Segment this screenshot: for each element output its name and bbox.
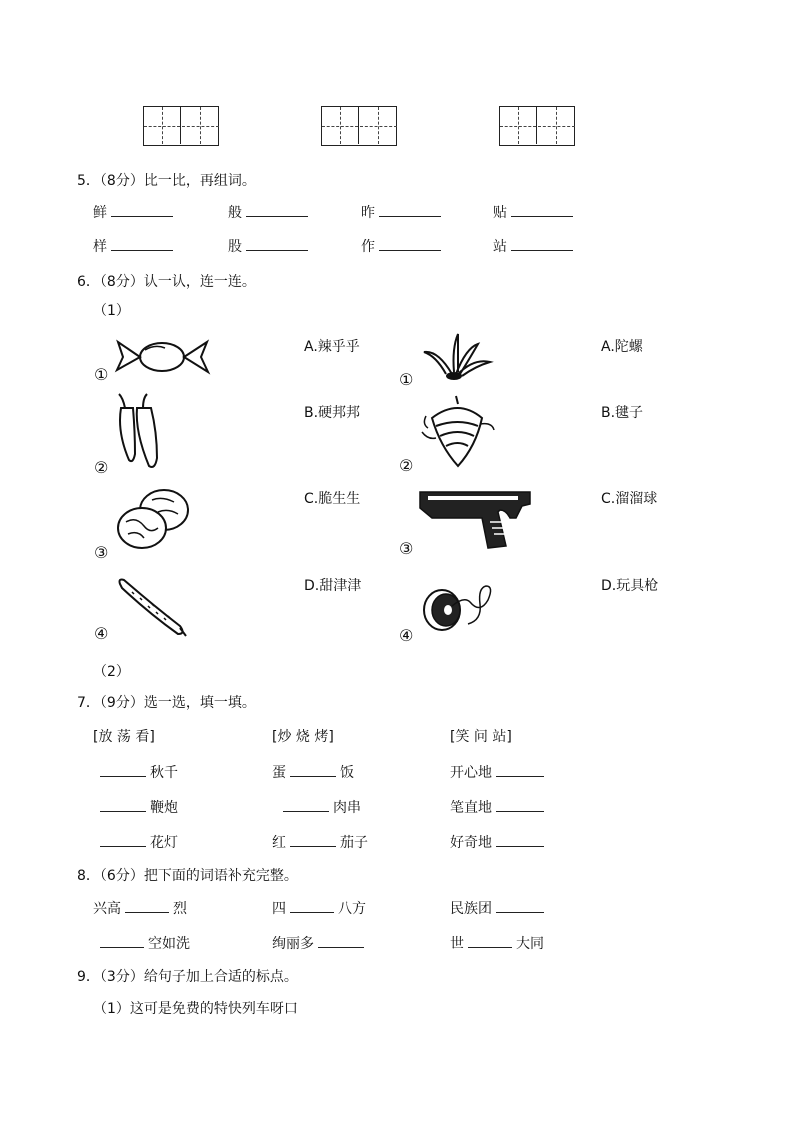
q7-c3-item-1: 开心地 (450, 762, 548, 782)
q5-item-6: 股 (228, 236, 312, 256)
answer-blank[interactable] (100, 810, 146, 812)
right-option-a[interactable]: A.陀螺 (601, 339, 643, 355)
q5-item-8: 站 (493, 236, 577, 256)
q7-c2-item-1: 蛋 饭 (272, 765, 354, 781)
q6-part-2-label: （2） (93, 664, 130, 680)
q8-r2-item-2: 绚丽多 (272, 933, 368, 953)
marker-1: ① (94, 365, 109, 384)
q5-item-3: 昨 (361, 202, 445, 222)
answer-blank[interactable] (496, 810, 544, 812)
answer-blank[interactable] (379, 249, 441, 251)
left-option-d[interactable]: D.甜津津 (304, 578, 362, 594)
right-option-c[interactable]: C.溜溜球 (601, 491, 658, 507)
left-option-b[interactable]: B.硬邦邦 (304, 405, 361, 421)
spinning-top-icon (418, 392, 498, 472)
walnut-icon (114, 486, 194, 552)
q7-group-3: [笑 问 站] (450, 729, 512, 745)
q7-c1-item-2: 鞭炮 (100, 797, 178, 817)
answer-blank[interactable] (283, 810, 329, 812)
q5-item-4: 贴 (493, 202, 577, 222)
answer-blank[interactable] (100, 845, 146, 847)
marker-3: ③ (399, 539, 414, 558)
answer-blank[interactable] (290, 845, 336, 847)
marker-1: ① (399, 370, 414, 389)
q7-group-2: [炒 烧 烤] (272, 729, 334, 745)
answer-blank[interactable] (290, 775, 336, 777)
q7-c3-item-3: 好奇地 (450, 832, 548, 852)
answer-blank[interactable] (468, 946, 512, 948)
marker-4: ④ (94, 624, 109, 643)
q8-r1-item-1: 兴高 烈 (93, 901, 187, 917)
toy-gun-icon (418, 488, 536, 552)
answer-blank[interactable] (511, 249, 573, 251)
marker-2: ② (94, 458, 109, 477)
writing-grid-3[interactable] (499, 106, 575, 146)
q7-c1-item-1: 秋千 (100, 762, 178, 782)
question-8-header: 8．（6分）把下面的词语补充完整。 (77, 868, 298, 884)
q5-item-7: 作 (361, 236, 445, 256)
right-option-d[interactable]: D.玩具枪 (601, 578, 659, 594)
q7-group-1: [放 荡 看] (93, 729, 155, 745)
marker-2: ② (399, 456, 414, 475)
answer-blank[interactable] (100, 946, 144, 948)
q7-c3-item-2: 笔直地 (450, 797, 548, 817)
q8-r1-item-2: 四 八方 (272, 901, 366, 917)
answer-blank[interactable] (290, 911, 334, 913)
q5-item-2: 般 (228, 202, 312, 222)
q5-item-1: 鲜 (93, 202, 177, 222)
question-5-header: 5．（8分）比一比，再组词。 (77, 173, 256, 189)
q5-item-5: 样 (93, 236, 177, 256)
writing-grid-2[interactable] (321, 106, 397, 146)
answer-blank[interactable] (125, 911, 169, 913)
yoyo-icon (418, 580, 498, 638)
left-option-a[interactable]: A.辣乎乎 (304, 339, 360, 355)
q7-c2-item-3: 红 茄子 (272, 835, 368, 851)
answer-blank[interactable] (246, 215, 308, 217)
answer-blank[interactable] (496, 911, 544, 913)
answer-blank[interactable] (246, 249, 308, 251)
q8-r2-item-1: 空如洗 (100, 933, 190, 953)
q8-r1-item-3: 民族团 (450, 898, 548, 918)
question-6-header: 6．（8分）认一认，连一连。 (77, 274, 256, 290)
answer-blank[interactable] (496, 845, 544, 847)
marker-3: ③ (94, 543, 109, 562)
answer-blank[interactable] (111, 215, 173, 217)
q6-part-1-label: （1） (93, 303, 130, 319)
shuttlecock-icon (418, 330, 493, 382)
answer-blank[interactable] (496, 775, 544, 777)
question-9-header: 9．（3分）给句子加上合适的标点。 (77, 969, 298, 985)
answer-blank[interactable] (511, 215, 573, 217)
q7-c1-item-3: 花灯 (100, 832, 178, 852)
q9-sentence-1: （1）这可是免费的特快列车呀口 (93, 1001, 298, 1017)
answer-blank[interactable] (379, 215, 441, 217)
writing-grid-1[interactable] (143, 106, 219, 146)
answer-blank[interactable] (111, 249, 173, 251)
left-option-c[interactable]: C.脆生生 (304, 491, 361, 507)
candy-icon (115, 336, 210, 378)
answer-blank[interactable] (318, 946, 364, 948)
chili-pepper-icon (113, 392, 168, 472)
marker-4: ④ (399, 626, 414, 645)
right-option-b[interactable]: B.毽子 (601, 405, 644, 421)
cucumber-icon (114, 576, 189, 638)
question-7-header: 7．（9分）选一选，填一填。 (77, 695, 256, 711)
answer-blank[interactable] (100, 775, 146, 777)
q8-r2-item-3: 世 大同 (450, 936, 544, 952)
q7-c2-item-2: 肉串 (279, 797, 361, 817)
